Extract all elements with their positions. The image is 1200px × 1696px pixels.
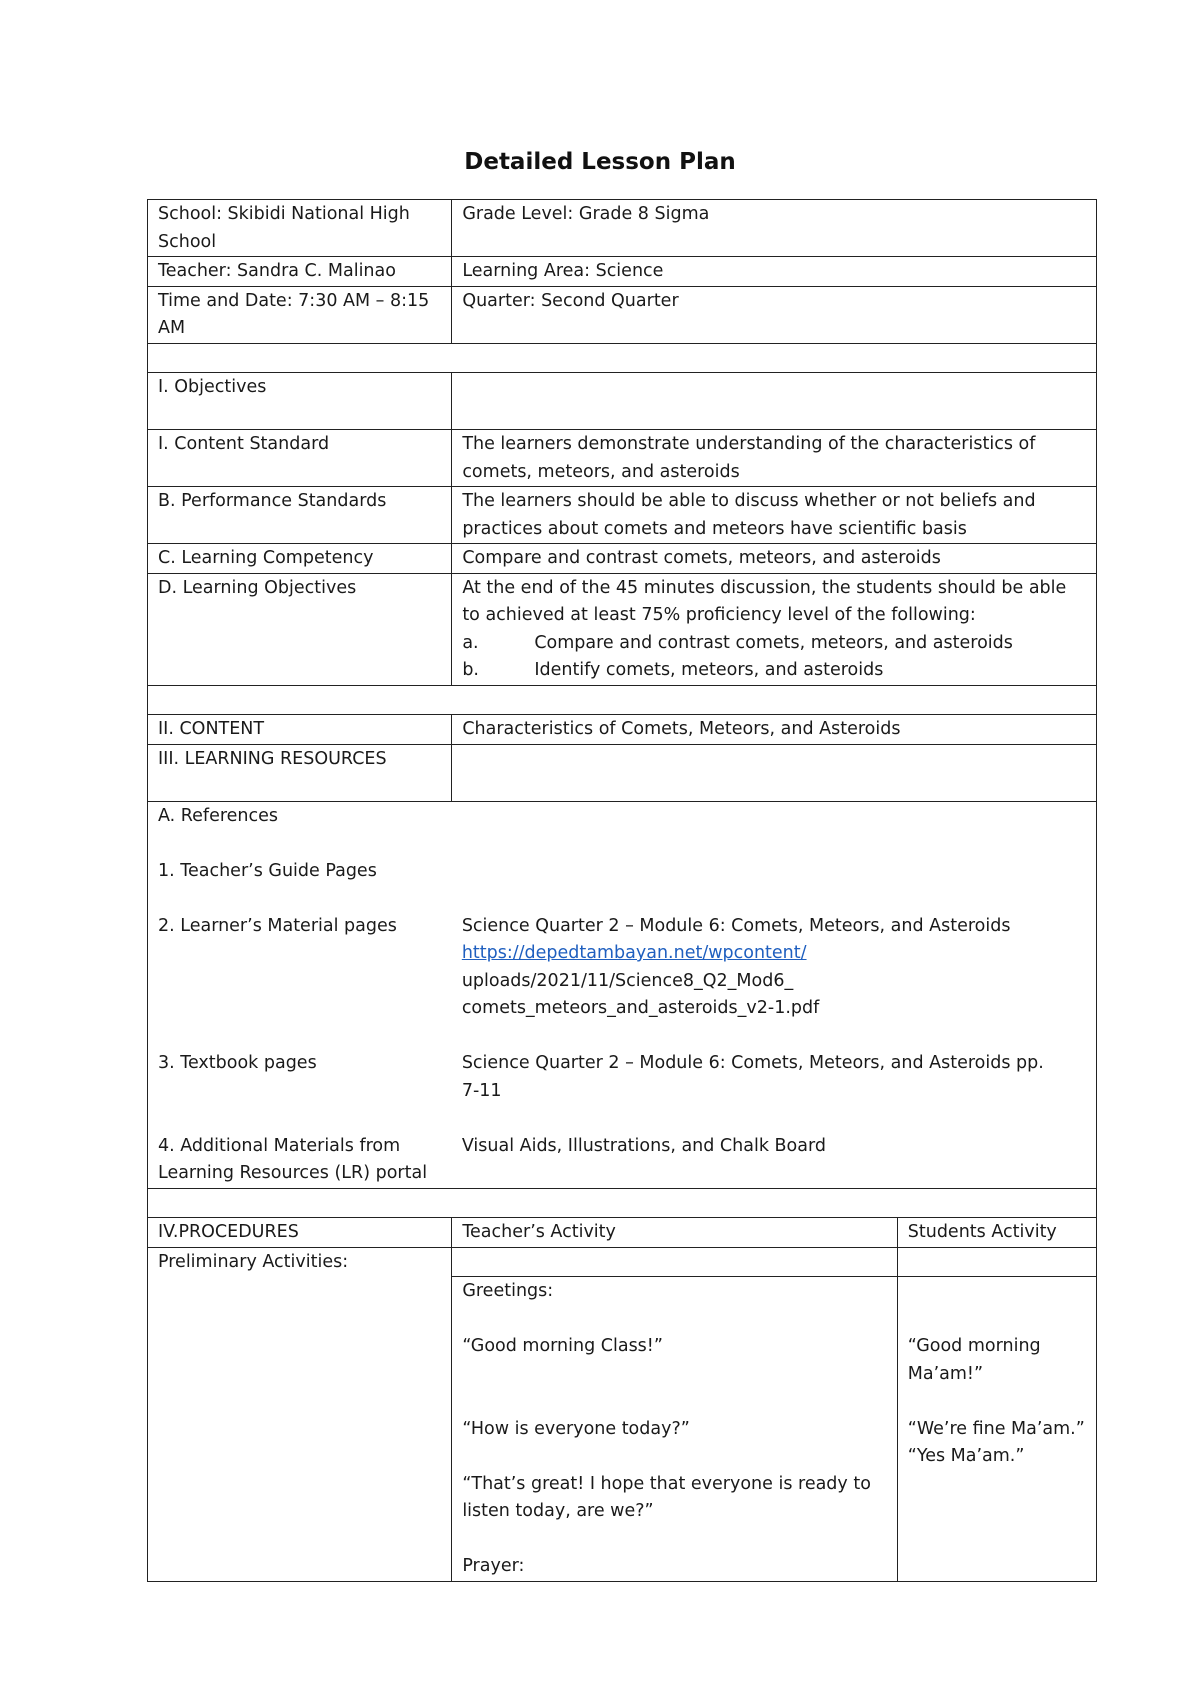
table-row: [148, 200, 1097, 257]
content-value: Characteristics of Comets, Meteors, and Asteroids: [452, 715, 1097, 745]
student-line-2: “We’re fine Ma’am.”: [907, 1418, 1085, 1439]
performance-standards-label: B. Performance Standards: [148, 487, 452, 544]
table-row: [148, 487, 1097, 544]
student-line-1: “Good morning Ma’am!”: [907, 1336, 1041, 1384]
table-row: [148, 1247, 1097, 1277]
learning-objectives-value: [452, 573, 1097, 685]
learning-resources-label: III. LEARNING RESOURCES: [158, 748, 387, 769]
spacer-cell: [148, 1188, 1097, 1218]
teachers-guide-label: 1. Teacher’s Guide Pages: [158, 860, 377, 881]
module-path-2: comets_meteors_and_asteroids_v2-1.pdf: [461, 998, 820, 1018]
prayer-label: Prayer:: [462, 1556, 525, 1576]
students-activity-cell: [897, 1277, 1096, 1582]
objectives-empty-cell: [452, 373, 1097, 430]
spacer-row: [148, 1188, 1097, 1218]
learning-objectives-label: D. Learning Objectives: [148, 573, 452, 685]
spacer-cell: [148, 685, 1097, 715]
table-row: [148, 715, 1097, 745]
learning-competency-label: C. Learning Competency: [148, 544, 452, 574]
learning-objectives-intro: At the end of the 45 minutes discussion, the students should be able to achieved at least 75% proficiency level of the following:: [462, 577, 1067, 625]
teacher-activity-header: Teacher’s Activity: [452, 1218, 897, 1248]
teacher-line-2: “How is everyone today?”: [462, 1418, 690, 1439]
table-row: [148, 286, 1097, 343]
content-standard-value: The learners demonstrate understanding of the characteristics of comets, meteors, and asteroids: [452, 430, 1097, 487]
spacer-row: [148, 343, 1097, 373]
learning-resources-heading: [148, 744, 452, 801]
teacher-empty-cell: [452, 1247, 897, 1277]
module-link[interactable]: https://depedtambayan.net/wpcontent/: [461, 943, 807, 963]
references-labels-cell: [148, 801, 452, 1188]
table-row: [148, 544, 1097, 574]
table-row: [148, 744, 1097, 801]
page-title: Detailed Lesson Plan: [464, 149, 736, 175]
table-row: [148, 1218, 1097, 1248]
references-label: A. References: [158, 805, 279, 826]
content-standard-label: I. Content Standard: [148, 430, 452, 487]
table-row: [148, 373, 1097, 430]
content-label: II. CONTENT: [148, 715, 452, 745]
lesson-plan-table: [147, 199, 1097, 1582]
learners-material-label: 2. Learner’s Material pages: [158, 915, 397, 936]
students-empty-cell: [897, 1247, 1096, 1277]
teacher-cell: Teacher: Sandra C. Malinao: [148, 257, 452, 287]
spacer-row: [148, 685, 1097, 715]
spacer-cell: [148, 343, 1097, 373]
additional-materials-label: 4. Additional Materials from Learning Resources (LR) portal: [158, 1135, 428, 1183]
grade-level-cell: Grade Level: Grade 8 Sigma: [452, 200, 1097, 257]
teacher-line-1: “Good morning Class!”: [462, 1336, 663, 1356]
list-item: a. Compare and contrast comets, meteors, and asteroids: [462, 632, 1013, 653]
student-line-3: “Yes Ma’am.”: [907, 1446, 1025, 1466]
table-row: [148, 801, 1097, 1188]
greetings-label: Greetings:: [462, 1281, 554, 1301]
textbook-value: Science Quarter 2 – Module 6: Comets, Meteors, and Asteroids pp. 7-11: [461, 1053, 1044, 1101]
textbook-label: 3. Textbook pages: [158, 1053, 317, 1073]
learning-competency-value: Compare and contrast comets, meteors, and asteroids: [452, 544, 1097, 574]
quarter-cell: Quarter: Second Quarter: [452, 286, 1097, 343]
teacher-activity-cell: [452, 1277, 897, 1582]
time-date-cell: Time and Date: 7:30 AM – 8:15 AM: [148, 286, 452, 343]
learning-area-cell: Learning Area: Science: [452, 257, 1097, 287]
additional-materials-value: Visual Aids, Illustrations, and Chalk Board: [461, 1135, 826, 1156]
learning-resources-empty-cell: [452, 744, 1097, 801]
learners-material-title: Science Quarter 2 – Module 6: Comets, Meteors, and Asteroids: [461, 915, 1011, 936]
students-activity-header: Students Activity: [897, 1218, 1096, 1248]
list-item: b. Identify comets, meteors, and asteroids: [462, 660, 884, 680]
objectives-heading: [148, 373, 452, 430]
table-row: [148, 430, 1097, 487]
table-row: [148, 573, 1097, 685]
module-path-1: uploads/2021/11/Science8_Q2_Mod6_: [461, 970, 794, 991]
references-values-cell: [452, 801, 1097, 1188]
preliminary-activities-cell: Preliminary Activities:: [148, 1247, 452, 1581]
teacher-line-3: “That’s great! I hope that everyone is ready to listen today, are we?”: [462, 1473, 871, 1521]
procedures-label: IV.PROCEDURES: [148, 1218, 452, 1248]
objectives-label: I. Objectives: [158, 377, 267, 397]
performance-standards-value: The learners should be able to discuss whether or not beliefs and practices about comets and meteors have scientific basis: [452, 487, 1097, 544]
school-cell: School: Skibidi National High School: [148, 200, 452, 257]
table-row: [148, 257, 1097, 287]
